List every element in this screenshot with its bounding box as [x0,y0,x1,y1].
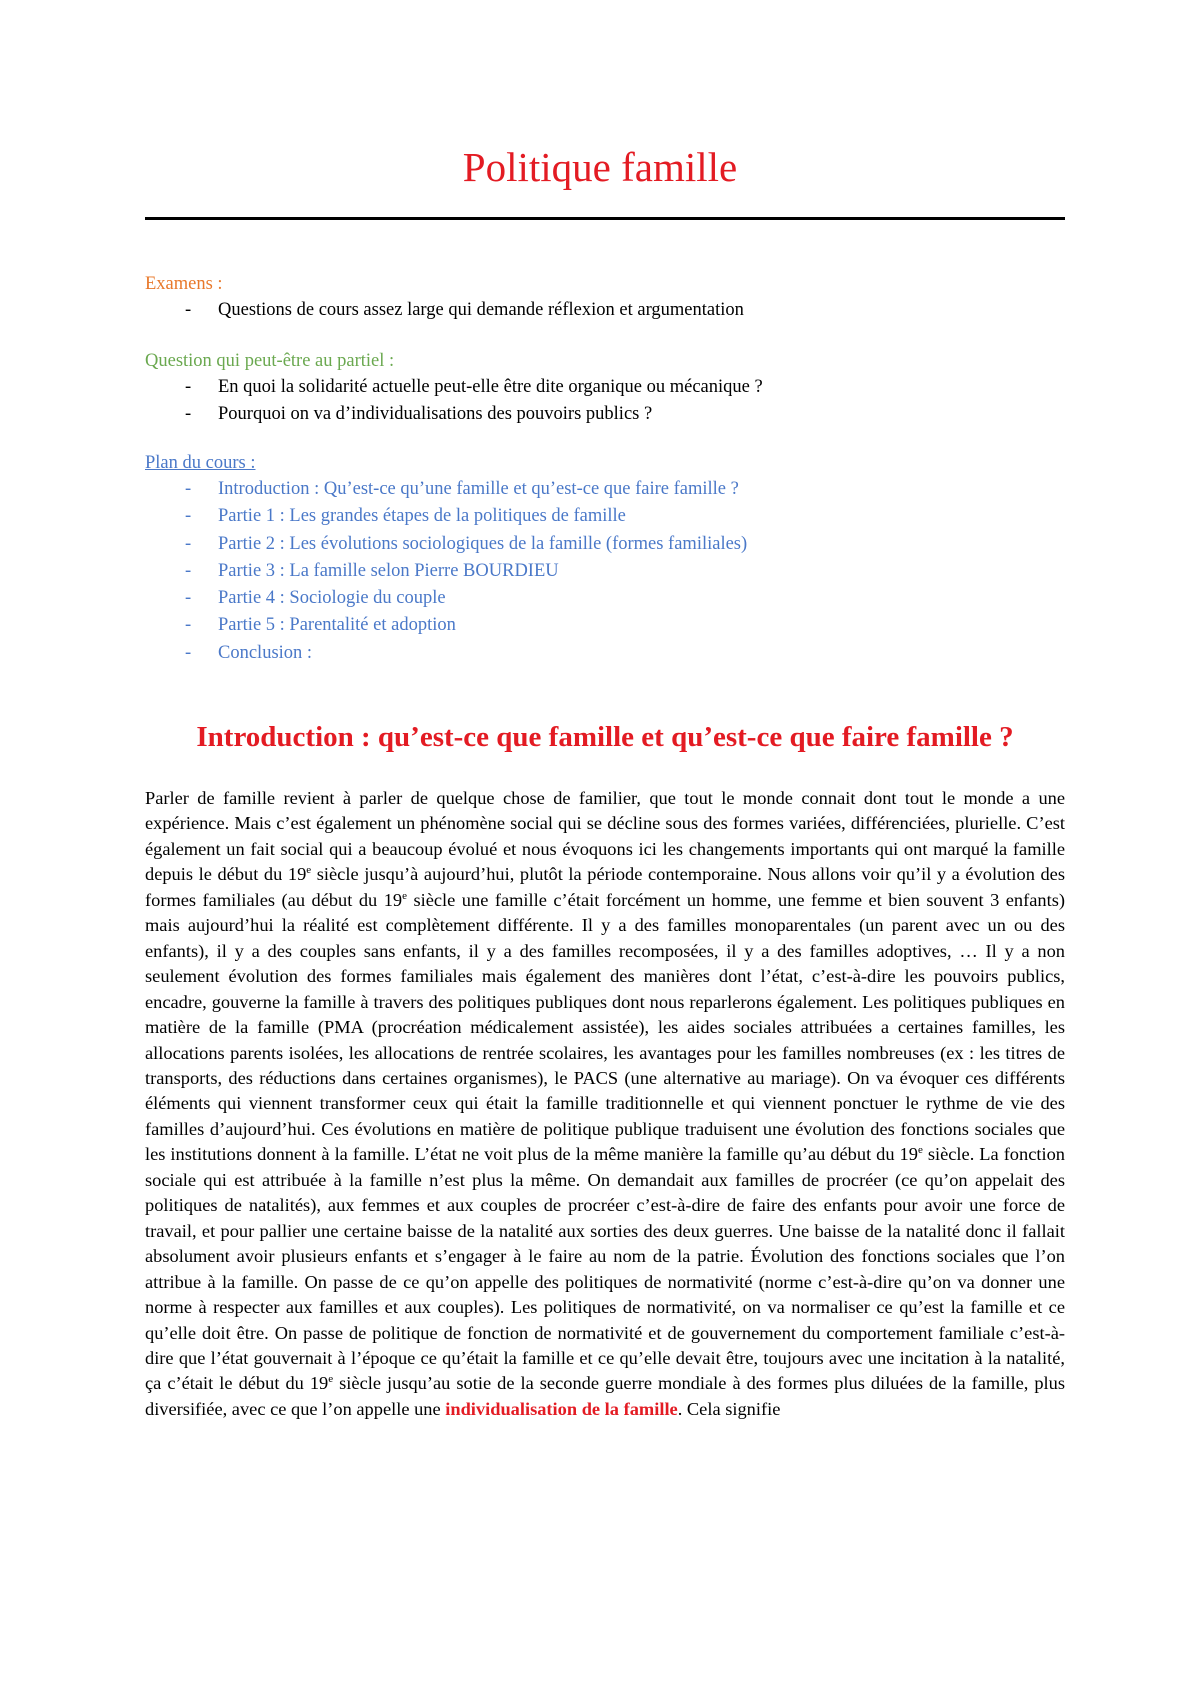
list-item-text: En quoi la solidarité actuelle peut-elle être dite organique ou mécanique ? [218,377,763,397]
dash-bullet: - [185,300,192,320]
list-item [145,640,1065,667]
dash-bullet: - [185,404,192,425]
list-item-text: Introduction : Qu’est-ce qu’une famille et qu’est-ce que faire famille ? [218,479,739,499]
emphasized-term: individualisation de la famille [445,1398,678,1419]
dash-bullet: - [185,377,192,397]
paragraph-text: . Cela signifie [677,1398,781,1419]
list-item-text: Partie 5 : Parentalité et adoption [218,615,456,636]
list-item [145,531,1065,558]
paragraph-text: siècle jusqu’à aujourd’hui, plutôt la période contemporaine. Nous allons voir qu’il y a évolution des formes familiales (au début du 19 [145,864,1065,910]
superscript: e [402,889,407,902]
list-item [145,503,1065,530]
paragraph-text: siècle. La fonction sociale qui est attribuée à la famille n’est plus la même. On demandait aux familles de procréer (ce qu’on appelait des politiques de natalités), aux femmes et aux couples de procréer c’est-à-dire de faire des enfants pour avoir une force de travail, et pour pallier une certaine baisse de la natalité aux sorties des deux guerres. Une baisse de la natalité donc il fallait absolument avoir plusieurs enfants et s’engager à le faire au nom de la patrie. Évolution des fonctions sociales que l’on attribue à la famille. On passe de ce qu’on appelle des politiques de normativité (norme c’est-à-dire qu’on va donner une norme à respecter aux familles et aux couples). Les politiques de normativité, on va normaliser ce qu’est la famille et ce qu’elle doit être. On passe de politique de fonction de normativité et de gouvernement du comportement familiale c’est-à-dire que l’état gouvernait à l’époque ce qu’était la famille et ce qu’elle devait être, toujours avec une incitation à la natalité, ça c’était le début du 19 [145,1144,1065,1394]
list-item-text: Partie 4 : Sociologie du couple [218,588,446,609]
dash-bullet: - [185,506,192,527]
examens-list [145,297,1065,324]
list-item-text: Questions de cours assez large qui demande réflexion et argumentation [218,300,744,320]
dash-bullet: - [185,533,192,554]
plan-section [145,450,1065,667]
list-item [145,585,1065,612]
list-item [145,401,1065,428]
questions-section [145,348,1065,429]
dash-bullet: - [185,642,192,663]
list-item [145,612,1065,639]
page-title: Politique famille [462,144,738,190]
list-item [145,297,1065,324]
superscript: e [917,1144,923,1157]
list-item [145,558,1065,585]
dash-bullet: - [185,479,192,499]
examens-label: Examens : [145,274,223,294]
superscript: e [306,864,312,877]
questions-list [145,374,1065,429]
list-item-text: Conclusion : [218,642,313,663]
dash-bullet: - [185,560,192,581]
introduction-heading: Introduction : qu’est-ce que famille et qu’est-ce que faire famille ? [196,721,1014,753]
list-item-text: Partie 1 : Les grandes étapes de la politiques de famille [218,506,626,527]
dash-bullet: - [185,615,192,636]
dash-bullet: - [185,588,192,609]
list-item-text: Pourquoi on va d’individualisations des pouvoirs publics ? [218,404,653,425]
list-item-text: Partie 3 : La famille selon Pierre BOURDIEU [218,560,559,581]
plan-label: Plan du cours : [145,453,256,473]
list-item-text: Partie 2 : Les évolutions sociologiques de la famille (formes familiales) [218,533,748,554]
paragraph-text: siècle une famille c’était forcément un homme, une femme et bien souvent 3 enfants) mais aujourd’hui la réalité est complètement différente. Il y a des familles monoparentales (un parent avec un ou des enfants), il y a des couples sans enfants, il y a des familles recomposées, il y a des familles adoptives, … Il y a non seulement évolution des formes familiales mais également des manières dont l’état, c’est-à-dire les pouvoirs publics, encadre, gouverne la famille à travers des politiques publiques dont nous reparlerons également. Les politiques publiques en matière de la famille (PMA (procréation médicalement assistée), les aides sociales attribuées a certaines familles, les allocations parents isolées, les allocations de rentrée scolaires, les avantages pour les familles nombreuses (ex : les titres de transports, des réductions dans certaines organismes), le PACS (une alternative au mariage). On va évoquer ces différents éléments qui viennent transformer ceux qui était la famille traditionnelle et qui viennent ponctuer le rythme de vie des familles d’aujourd’hui. Ces évolutions en matière de politique publique traduisent une évolution des fonctions sociales que les institutions donnent à la famille. L’état ne voit plus de la même manière la famille qu’au début du 19 [145,889,1065,1165]
examens-section [145,271,1065,324]
paragraph-text: siècle jusqu’au sotie de la seconde guerre mondiale à des formes plus diluées de la famille, plus diversifiée, avec ce que l’on appelle une [145,1373,1065,1419]
questions-label: Question qui peut-être au partiel : [145,351,395,371]
paragraph-text: Parler de famille revient à parler de quelque chose de familier, que tout le monde connait dont tout le monde a une expérience. Mais c’est également un phénomène social qui se décline sous des formes variées, différenciées, plurielle. C’est également un fait social qui a beaucoup évolué et nous évoquons ici les changements importants qui ont marqué la famille depuis le début du 19 [145,788,1065,885]
list-item [145,476,1065,503]
plan-list [145,476,1065,667]
introduction-paragraph [145,786,1065,1422]
superscript: e [328,1373,334,1386]
list-item [145,374,1065,401]
title-divider [145,217,1065,220]
